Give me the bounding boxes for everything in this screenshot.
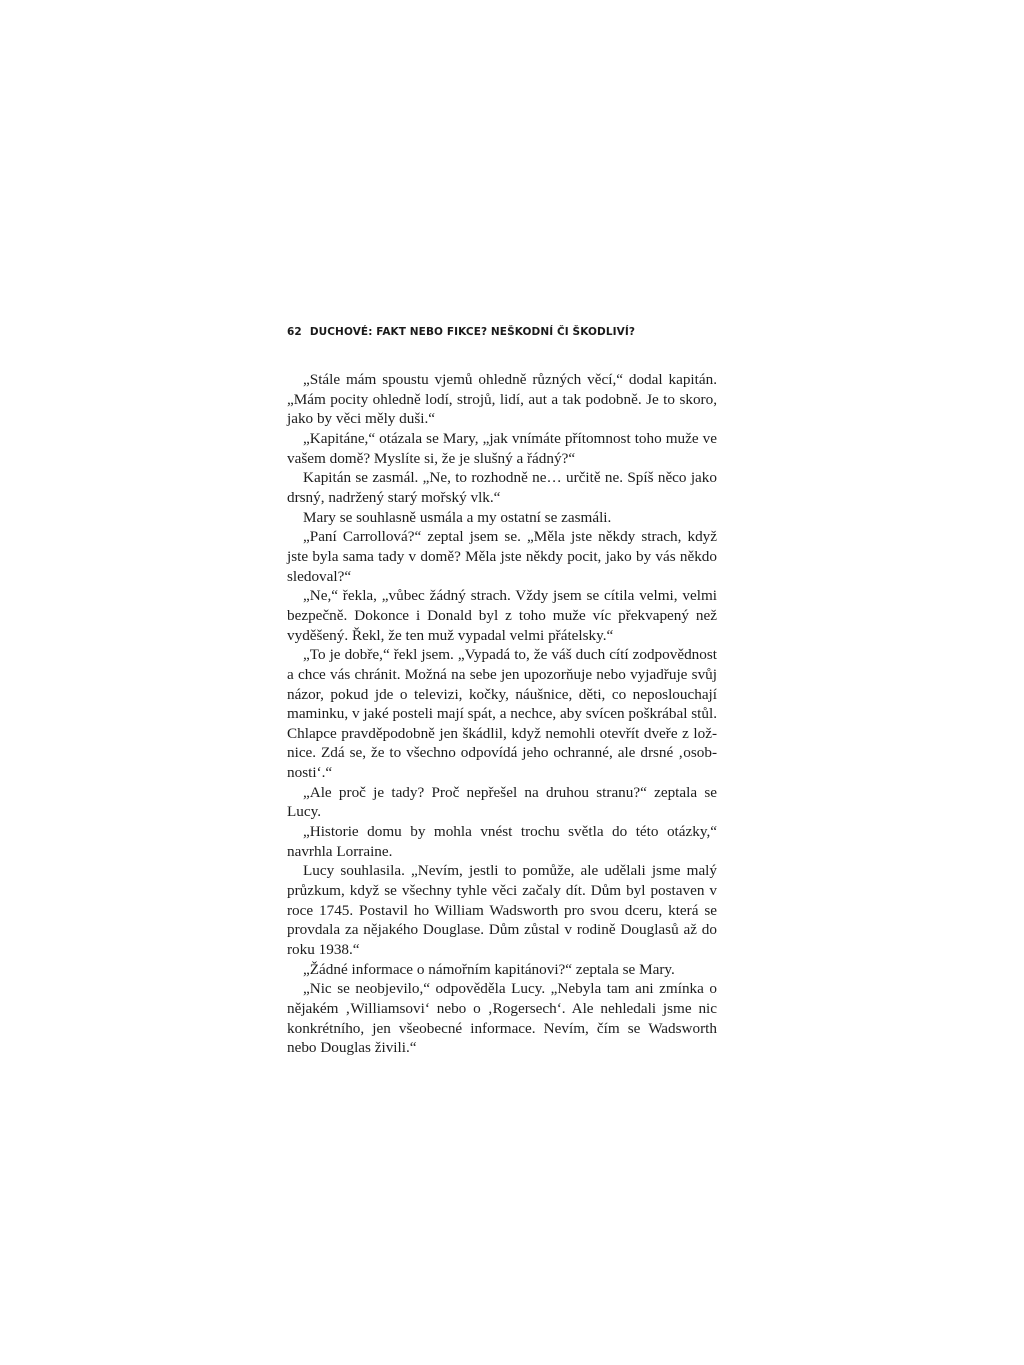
paragraph: „Žádné informace o námořním kapitánovi?“ zeptala se Mary.	[303, 960, 675, 978]
paragraph: „Stále mám spoustu vjemů ohledně různých věcí,“ dodal kapitán. „Mám pocity ohledně lodí, strojů, lidí, aut a tak podobně. Je to skoro, jako by věci měly duši.“	[287, 371, 717, 428]
paragraph: „Paní Carrollová?“ zeptal jsem se. „Měla jste někdy strach, když jste byla sama tady v domě? Měla jste někdy pocit, jako by vás někdo sledoval?“	[287, 528, 717, 585]
running-head-title: DUCHOVÉ: FAKT NEBO FIKCE? NEŠKODNÍ ČI ŠKODLIVÍ?	[309, 326, 636, 338]
paragraph: „Nic se neobjevilo,“ odpověděla Lucy. „Nebyla tam ani zmínka o nějakém ‚Williamsovi‘ nebo o ‚Rogersech‘. Ale nehledali jsme nic konkrétního, jen všeobecné informace. Nevím, čím se Wadsworth nebo Douglas živili.“	[287, 980, 717, 1057]
paragraph: „Ale proč je tady? Proč nepřešel na druhou stranu?“ zeptala se Lucy.	[287, 783, 717, 821]
body-text	[287, 370, 717, 1058]
paragraph: Kapitán se zasmál. „Ne, to rozhodně ne… určitě ne. Spíš něco jako drsný, nadržený starý mořský vlk.“	[287, 469, 717, 506]
paragraph: „Ne,“ řekla, „vůbec žádný strach. Vždy jsem se cítila velmi, velmi bezpečně. Dokonce i Donald byl z toho muže víc překvapený než vyděšený. Řekl, že ten muž vypadal velmi přátelsky.“	[287, 587, 717, 644]
running-head	[287, 326, 747, 338]
page-number: 62	[287, 326, 302, 338]
paragraph: Lucy souhlasila. „Nevím, jestli to pomůže, ale udělali jsme malý průzkum, když se všechny tyhle věci začaly dít. Dům byl postaven v roce 1745. Postavil ho William Wadsworth pro svou dceru, která se provdala za nějakého Douglase. Dům zůstal v rodině Douglasů až do roku 1938.“	[287, 862, 717, 959]
paragraph: „Kapitáne,“ otázala se Mary, „jak vnímáte přítomnost toho muže ve vašem domě? Myslíte si, že je slušný a řádný?“	[287, 429, 717, 467]
paragraph: „To je dobře,“ řekl jsem. „Vypadá to, že váš duch cítí zodpovědnost a chce vás chránit. Možná na sebe jen upozorňuje nebo vyjadřuje svůj názor, pokud jde o televizi, kočky, náušnice, děti, co neposlouchají maminku, v jaké posteli mají spát, a nechce, aby svícen poškrábal stůl. Chlapce pravděpodobně jen škádlil, když nemohli otevřít dveře z ložnice. Zdá se, že to všechno odpovídá jeho ochranné, ale drsné ‚osobnosti‘.“	[287, 646, 717, 782]
paragraph: Mary se souhlasně usmála a my ostatní se zasmáli.	[303, 508, 612, 526]
paragraph: „Historie domu by mohla vnést trochu světla do této otázky,“ navrhla Lorraine.	[287, 823, 717, 860]
